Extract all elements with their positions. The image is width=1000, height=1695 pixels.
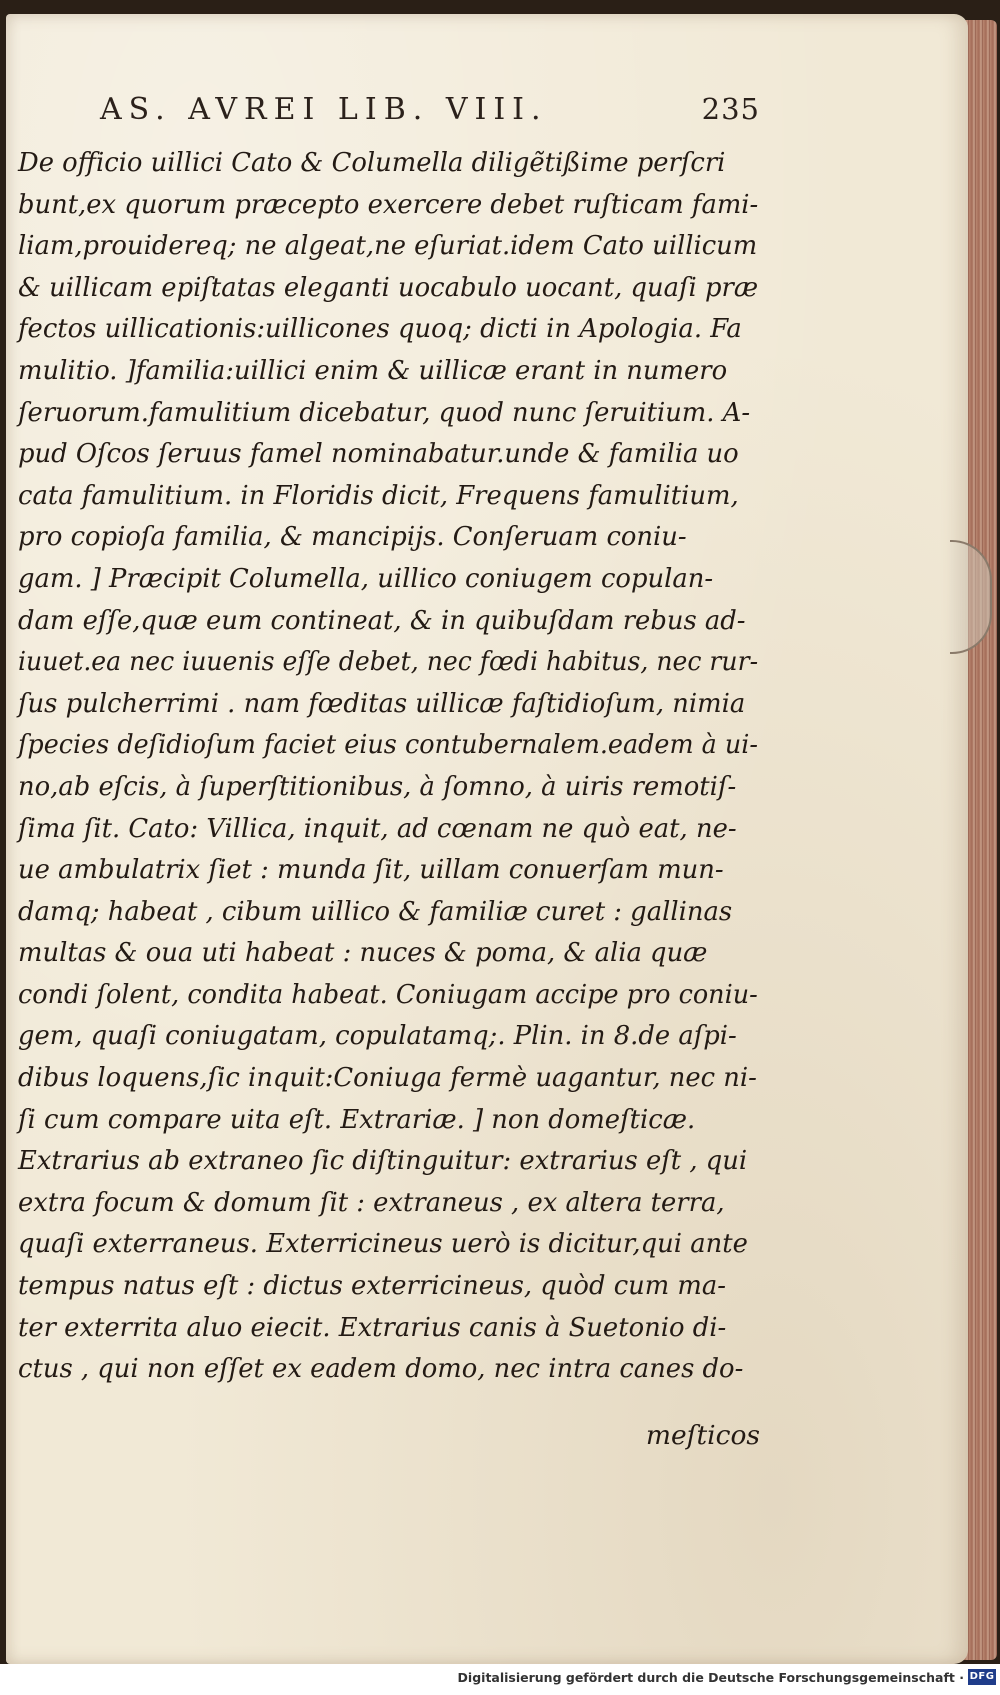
digitization-credit: Digitalisierung gefördert durch die Deutsche Forschungsgemeinschaft · xyxy=(457,1670,964,1685)
text-line: dibus loquens,ſic inquit:Coniuga fermè uagantur, nec ni- xyxy=(18,1062,757,1094)
text-line: extra focum & domum ſit : extraneus , ex altera terra, xyxy=(18,1186,725,1218)
text-line: pro copioſa familia, & mancipijs. Conſeruam coniu- xyxy=(18,521,687,553)
text-line: quaſi exterraneus. Exterricineus uerò is dicitur,qui ante xyxy=(18,1228,748,1260)
text-line: ter exterrita aluo eiecit. Extrarius canis à Suetonio di- xyxy=(18,1311,727,1343)
text-line: ſus pulcherrimi . nam fœditas uillicæ faſtidioſum, nimia xyxy=(18,687,746,719)
text-line: Extrarius ab extraneo ſic diſtinguitur: extrarius eſt , qui xyxy=(18,1145,748,1177)
text-line: gem, quaſi coniugatam, copulatamq;. Plin. in 8.de aſpi- xyxy=(18,1020,737,1052)
page-number: 235 xyxy=(701,92,760,126)
catchword: meſticos xyxy=(645,1420,760,1451)
text-line: pud Oſcos ſeruus famel nominabatur.unde & familia uo xyxy=(18,438,739,470)
text-line: dam eſſe,quæ eum contineat, & in quibuſdam rebus ad- xyxy=(18,604,746,636)
running-title: AS. AVREI LIB. VIII. xyxy=(100,92,548,127)
text-line: ſi cum compare uita eſt. Extrariæ. ] non domeſticæ. xyxy=(18,1103,696,1135)
text-line: liam,prouidereq; ne algeat,ne eſuriat.idem Cato uillicum xyxy=(18,230,758,262)
text-line: damq; habeat , cibum uillico & familiæ curet : gallinas xyxy=(18,895,733,927)
text-line: ue ambulatrix ſiet : munda ſit, uillam conuerſam mun- xyxy=(18,854,724,886)
text-line: ſima ſit. Cato: Villica, inquit, ad cœnam ne quò eat, ne- xyxy=(18,812,737,844)
body-text xyxy=(18,142,778,1390)
running-head xyxy=(100,92,760,132)
text-line: ſpecies deſidioſum faciet eius contubernalem.eadem à ui- xyxy=(18,729,759,761)
text-line: cata famulitium. in Floridis dicit, Frequens famulitium, xyxy=(18,479,739,511)
text-line: gam. ] Præcipit Columella, uillico coniugem copulan- xyxy=(18,562,714,594)
text-line: iuuet.ea nec iuuenis eſſe debet, nec fœdi habitus, nec rur- xyxy=(18,646,759,678)
text-line: multas & oua uti habeat : nuces & poma, & alia quæ xyxy=(18,937,708,969)
footer-bar xyxy=(0,1664,1000,1695)
text-line: ctus , qui non eſſet ex eadem domo, nec intra canes do- xyxy=(18,1353,744,1385)
text-line: De officio uillici Cato & Columella diligẽtißime perſcri xyxy=(18,147,726,178)
text-line: tempus natus eſt : dictus exterricineus, quòd cum ma- xyxy=(18,1270,727,1302)
text-line: & uillicam epiſtatas eleganti uocabulo uocant, quaſi præ xyxy=(18,271,759,303)
text-line: bunt,ex quorum præcepto exercere debet ruſticam fami- xyxy=(18,188,759,220)
text-line: ſeruorum.famulitium dicebatur, quod nunc ſeruitium. A- xyxy=(18,396,751,428)
dfg-logo: DFG xyxy=(968,1669,996,1685)
text-line: fectos uillicationis:uillicones quoq; dicti in Apologia. Fa xyxy=(18,313,742,345)
text-line: mulitio. ]familia:uillici enim & uillicæ erant in numero xyxy=(18,354,728,386)
text-line: condi ſolent, condita habeat. Coniugam accipe pro coniu- xyxy=(18,978,758,1010)
text-line: no,ab eſcis, à ſuperſtitionibus, à ſomno, à uiris remotiſ- xyxy=(18,770,737,802)
